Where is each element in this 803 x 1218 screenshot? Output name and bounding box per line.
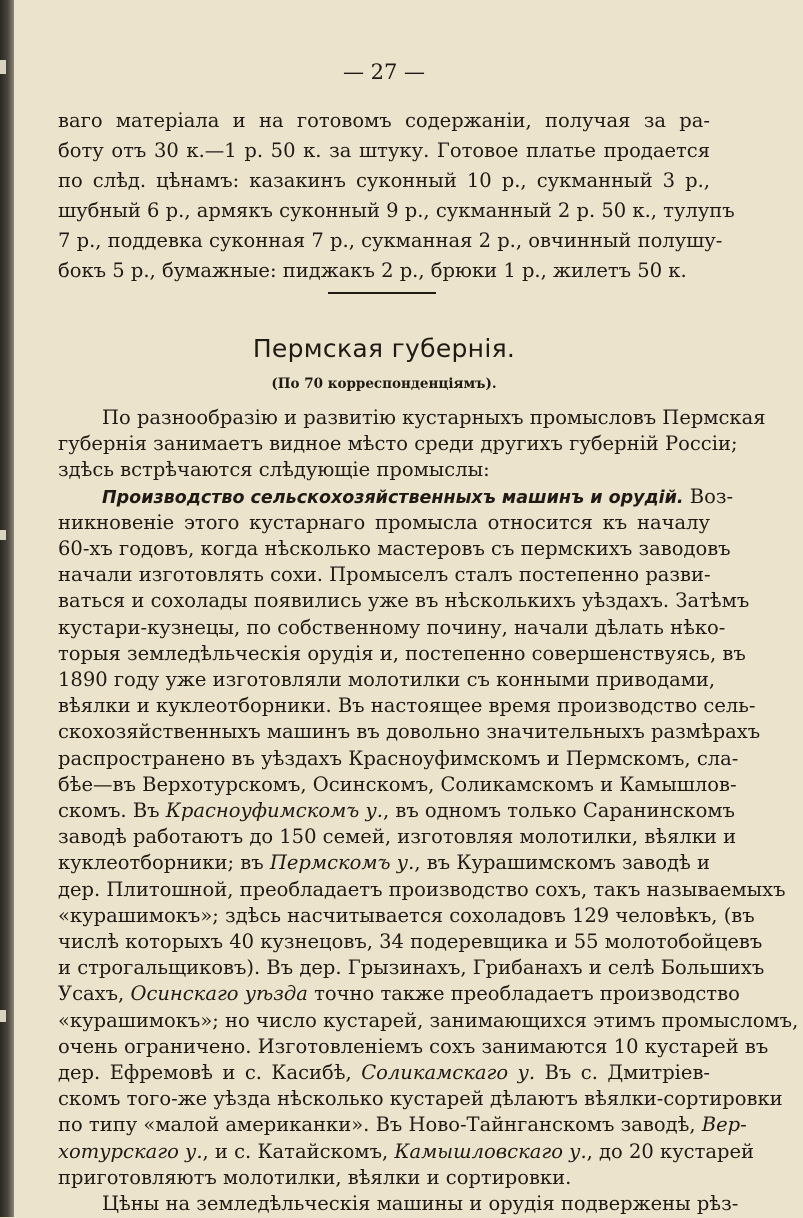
- text-line: «курашимокъ»; здѣсь насчитывается сохоладовъ 129 человѣкъ, (въ: [58, 904, 755, 927]
- text-line: «курашимокъ»; но число кустарей, занимающихся этимъ промысломъ,: [58, 1009, 799, 1032]
- text-fragment: скомъ. Въ: [58, 799, 160, 822]
- page-number: — 27 —: [342, 60, 426, 84]
- text-line: торыя земледѣльческія орудія и, постепенно совершенствуясь, въ: [58, 642, 746, 665]
- text-line: скохозяйственныхъ машинъ въ довольно значительныхъ размѣрахъ: [58, 720, 761, 743]
- text-fragment: , и с. Катайскомъ,: [202, 1140, 389, 1163]
- subsection-title: Производство сельскохозяйственныхъ машинъ и орудій.: [102, 488, 684, 508]
- text-line: бокъ 5 р., бумажные: пиджакъ 2 р., брюки 1 р., жилетъ 50 к.: [58, 259, 687, 282]
- italic-place-name: Осинскаго уѣзда: [130, 982, 308, 1005]
- text-line: [58, 1111, 747, 1139]
- italic-place-name: Вер-: [701, 1113, 747, 1136]
- text-line: По разнообразію и развитію кустарныхъ промысловъ Пермская: [102, 406, 766, 429]
- text-line: [58, 1059, 710, 1087]
- text-fragment: по типу «малой американки». Въ Ново-Тайнганскомъ заводѣ,: [58, 1113, 696, 1136]
- text-line: ваться и сохолады появились уже въ нѣсколькихъ уѣздахъ. Затѣмъ: [58, 589, 750, 612]
- text-line: скомъ того-же уѣзда нѣсколько кустарей дѣлаютъ вѣялки-сортировки: [58, 1087, 783, 1110]
- text-fragment: дер. Ефремовѣ и с. Касибѣ,: [58, 1061, 352, 1084]
- text-fragment: Усахъ,: [58, 982, 125, 1005]
- text-fragment: Въ с. Дмитріев-: [544, 1061, 711, 1084]
- text-line: [58, 980, 740, 1008]
- text-fragment: , до 20 кустарей: [586, 1140, 755, 1163]
- text-fragment: Воз-: [689, 485, 734, 508]
- italic-place-name: хотурскаго у.: [58, 1140, 203, 1163]
- text-line: дер. Плитошной, преобладаетъ производство сохъ, такъ называемыхъ: [58, 878, 786, 901]
- section-heading: Пермская губернія.: [252, 334, 516, 363]
- text-line: здѣсь встрѣчаются слѣдующіе промыслы:: [58, 458, 490, 481]
- text-line: шубный 6 р., армякъ суконный 9 р., сукманный 2 р. 50 к., тулупъ: [58, 199, 735, 222]
- text-line: распространено въ уѣздахъ Красноуфимскомъ и Пермскомъ, сла-: [58, 747, 739, 770]
- text-line: бѣе—въ Верхотурскомъ, Осинскомъ, Соликамскомъ и Камышлов-: [58, 773, 737, 796]
- text-line: кустари-кузнецы, по собственному почину, начали дѣлать нѣко-: [58, 616, 726, 639]
- text-line: 1890 году уже изготовляли молотилки съ конными приводами,: [58, 668, 716, 691]
- text-line: по слѣд. цѣнамъ: казакинъ суконный 10 р., сукманный 3 р.,: [58, 169, 710, 192]
- section-divider: [328, 292, 436, 294]
- text-line: 7 р., поддевка суконная 7 р., сукманная 2 р., овчинный полушу-: [58, 229, 723, 252]
- italic-place-name: Пермскомъ у.: [269, 851, 415, 874]
- italic-place-name: Красноуфимскомъ у.: [165, 799, 383, 822]
- text-fragment: , въ Курашимскомъ заводѣ и: [414, 851, 710, 874]
- text-fragment: куклеотборники; въ: [58, 851, 264, 874]
- text-line: Цѣны на земледѣльческія машины и орудія подвержены рѣз-: [102, 1192, 739, 1215]
- italic-place-name: Соликамскаго у.: [361, 1061, 536, 1084]
- text-fragment: точно также преобладаетъ производство: [314, 982, 740, 1005]
- text-line: [58, 1138, 755, 1166]
- spine-mark: [0, 530, 6, 540]
- section-subheading: (По 70 корреспонденціямъ).: [271, 376, 497, 392]
- text-line: [58, 483, 734, 511]
- italic-place-name: Камышловскаго у.: [394, 1140, 587, 1163]
- text-line: вѣялки и куклеотборники. Въ настоящее время производство сель-: [58, 694, 756, 717]
- text-fragment: , въ одномъ только Саранинскомъ: [382, 799, 735, 822]
- text-line: приготовляютъ молотилки, вѣялки и сортировки.: [58, 1166, 572, 1189]
- text-line: боту отъ 30 к.—1 р. 50 к. за штуку. Готовое платье продается: [58, 139, 710, 162]
- text-line: 60-хъ годовъ, когда нѣсколько мастеровъ съ пермскихъ заводовъ: [58, 537, 731, 560]
- text-line: губернія занимаетъ видное мѣсто среди другихъ губерній Россіи;: [58, 432, 738, 455]
- spine-mark: [0, 1010, 6, 1022]
- text-line: числѣ которыхъ 40 кузнецовъ, 34 подеревщика и 55 молотобойцевъ: [58, 930, 763, 953]
- text-line: [58, 849, 710, 877]
- spine-mark: [0, 60, 6, 74]
- text-line: [58, 797, 735, 825]
- text-line: начали изготовлять сохи. Промыселъ сталъ постепенно разви-: [58, 563, 711, 586]
- book-spine-shadow: [0, 0, 14, 1217]
- text-line: ваго матеріала и на готовомъ содержаніи, получая за ра-: [58, 109, 710, 132]
- text-line: и строгальщиковъ). Въ дер. Грызинахъ, Грибанахъ и селѣ Большихъ: [58, 956, 765, 979]
- text-line: заводѣ работаютъ до 150 семей, изготовляя молотилки, вѣялки и: [58, 825, 737, 848]
- text-line: очень ограничено. Изготовленіемъ сохъ занимаются 10 кустарей въ: [58, 1035, 769, 1058]
- text-line: никновеніе этого кустарнаго промысла относится къ началу: [58, 511, 710, 534]
